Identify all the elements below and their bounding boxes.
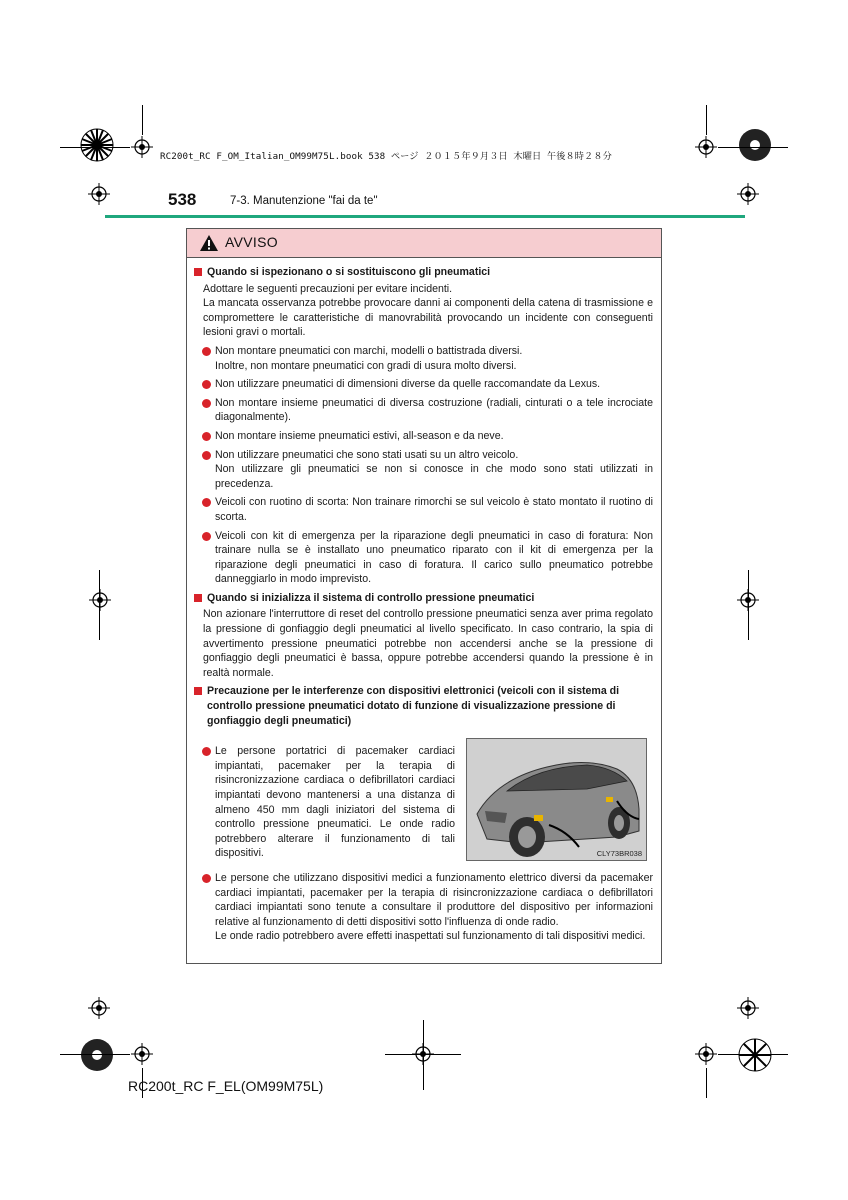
list-item: Non montare insieme pneumatici di diversa costruzione (radiali, cinturati o a tele incrociate diagonalmente). (215, 396, 653, 425)
crop-line (60, 1054, 130, 1055)
crop-line (142, 105, 143, 135)
printer-sunburst-mark-icon (80, 128, 114, 162)
red-square-bullet-icon (194, 268, 202, 276)
red-dot-bullet-icon (202, 451, 211, 460)
printer-sunburst-mark-icon (738, 128, 772, 162)
page-number: 538 (168, 190, 197, 209)
red-dot-bullet-icon (202, 747, 211, 756)
registration-mark-icon (88, 183, 110, 205)
red-dot-bullet-icon (202, 380, 211, 389)
paragraph: La mancata osservanza potrebbe provocare danni ai componenti della catena di trasmissione e compromettere le caratteristiche di manovrabilità provocando un incidente con conseguenti lesioni gravi o mortali. (203, 297, 653, 339)
section-heading: Quando si inizializza il sistema di controllo pressione pneumatici (191, 591, 653, 606)
red-dot-bullet-icon (202, 498, 211, 507)
red-dot-bullet-icon (202, 347, 211, 356)
section-title: 7-3. Manutenzione "fai da te" (230, 195, 378, 207)
warning-title: AVVISO (225, 234, 278, 250)
registration-mark-icon (88, 997, 110, 1019)
red-dot-bullet-icon (202, 874, 211, 883)
red-square-bullet-icon (194, 687, 202, 695)
list-item: Non utilizzare pneumatici che sono stati usati su un altro veicolo. Non utilizzare gli pneumatici se non si conosce in che modo sono stati utilizzati in precedenza. (215, 448, 653, 492)
list-item: Non montare pneumatici con marchi, modelli o battistrada diversi. Inoltre, non montare pneumatici con gradi di usura molto diversi. (215, 344, 653, 373)
printer-sunburst-mark-icon (738, 1038, 772, 1072)
registration-mark-icon (695, 1043, 717, 1065)
print-slug-line: RC200t_RC F_OM_Italian_OM99M75L.book 538 ページ ２０１５年９月３日 木曜日 午後８時２８分 (160, 151, 612, 162)
printer-sunburst-mark-icon (80, 1038, 114, 1072)
crop-line (718, 147, 788, 148)
section-heading: Quando si ispezionano o si sostituiscono gli pneumatici (191, 265, 653, 280)
figure-code: CLY73BR038 (596, 849, 642, 858)
car-sketch-icon (467, 739, 646, 860)
list-item: Veicoli con kit di emergenza per la riparazione degli pneumatici in caso di foratura: Non trainare nulla se è installato uno pneumatico riparato con il kit di emergenza per la riparazione degli pneumatici in caso di foratura. Il carico sullo pneumatico potrebbe danneggiarlo in modo imprevisto. (215, 529, 653, 587)
crop-line (706, 1068, 707, 1098)
list-item: Le persone che utilizzano dispositivi medici a funzionamento elettrico diversi da pacemaker cardiaci impiantati, pacemaker per la terapia di risincronizzazione cardiaca o defibrillatori cardiaci impiantati sono tenute a consultare il produttore del dispositivo per informazioni relative al funzionamento di detti dispositivi sotto l'influenza di onde radio. Le onde radio potrebbero avere effetti inaspettati sul funzionamento di tali dispositivi medici. (215, 871, 653, 944)
header-divider (105, 215, 745, 218)
warning-header (187, 229, 661, 258)
list-item: Non montare insieme pneumatici estivi, all-season e da neve. (215, 429, 653, 444)
crop-line (60, 147, 130, 148)
warning-box (186, 228, 662, 964)
registration-mark-icon (89, 589, 111, 611)
footer-model-code: RC200t_RC F_EL(OM99M75L) (128, 1078, 324, 1094)
crop-line (99, 570, 100, 640)
paragraph: Adottare le seguenti precauzioni per evitare incidenti. (203, 282, 453, 295)
registration-mark-icon (131, 136, 153, 158)
crop-line (706, 105, 707, 135)
registration-mark-icon (737, 997, 759, 1019)
registration-mark-icon (695, 136, 717, 158)
list-item: Le persone portatrici di pacemaker cardiaci impiantati, pacemaker per la terapia di risincronizzazione cardiaca o defibrillatori cardiaci impiantati devono mantenersi a una distanza di almeno 450 mm dagli iniziatori del sistema di controllo pressione pneumatici. Le onde radio potrebbero alterare il funzionamento di tali dispositivi. (215, 744, 455, 861)
paragraph: Non azionare l'interruttore di reset del controllo pressione pneumatici senza aver prima regolato la pressione di gonfiaggio degli pneumatici al livello specificato. In caso contrario, la spia di avvertimento pressione pneumatici potrebbe non accendersi anche se la pressione di gonfiaggio degli pneumatici è bassa, oppure potrebbe accendersi quando la pressione è in realtà normale. (203, 608, 653, 679)
red-square-bullet-icon (194, 594, 202, 602)
list-item: Non utilizzare pneumatici di dimensioni diverse da quelle raccomandate da Lexus. (215, 377, 653, 392)
registration-mark-icon (737, 183, 759, 205)
crop-line (385, 1054, 461, 1055)
crop-line (718, 1054, 788, 1055)
car-illustration (466, 738, 647, 861)
crop-line (423, 1020, 424, 1090)
red-dot-bullet-icon (202, 399, 211, 408)
red-dot-bullet-icon (202, 432, 211, 441)
registration-mark-icon (131, 1043, 153, 1065)
red-dot-bullet-icon (202, 532, 211, 541)
warning-triangle-icon (199, 234, 219, 252)
crop-line (748, 570, 749, 640)
section-heading: Precauzione per le interferenze con dispositivi elettronici (veicoli con il sistema di controllo pressione pneumatici dotato di funzione di visualizzazione pressione di gonfiaggio degli pneumatici) (191, 684, 653, 728)
list-item: Veicoli con ruotino di scorta: Non trainare rimorchi se sul veicolo è stato montato il ruotino di scorta. (215, 495, 653, 524)
